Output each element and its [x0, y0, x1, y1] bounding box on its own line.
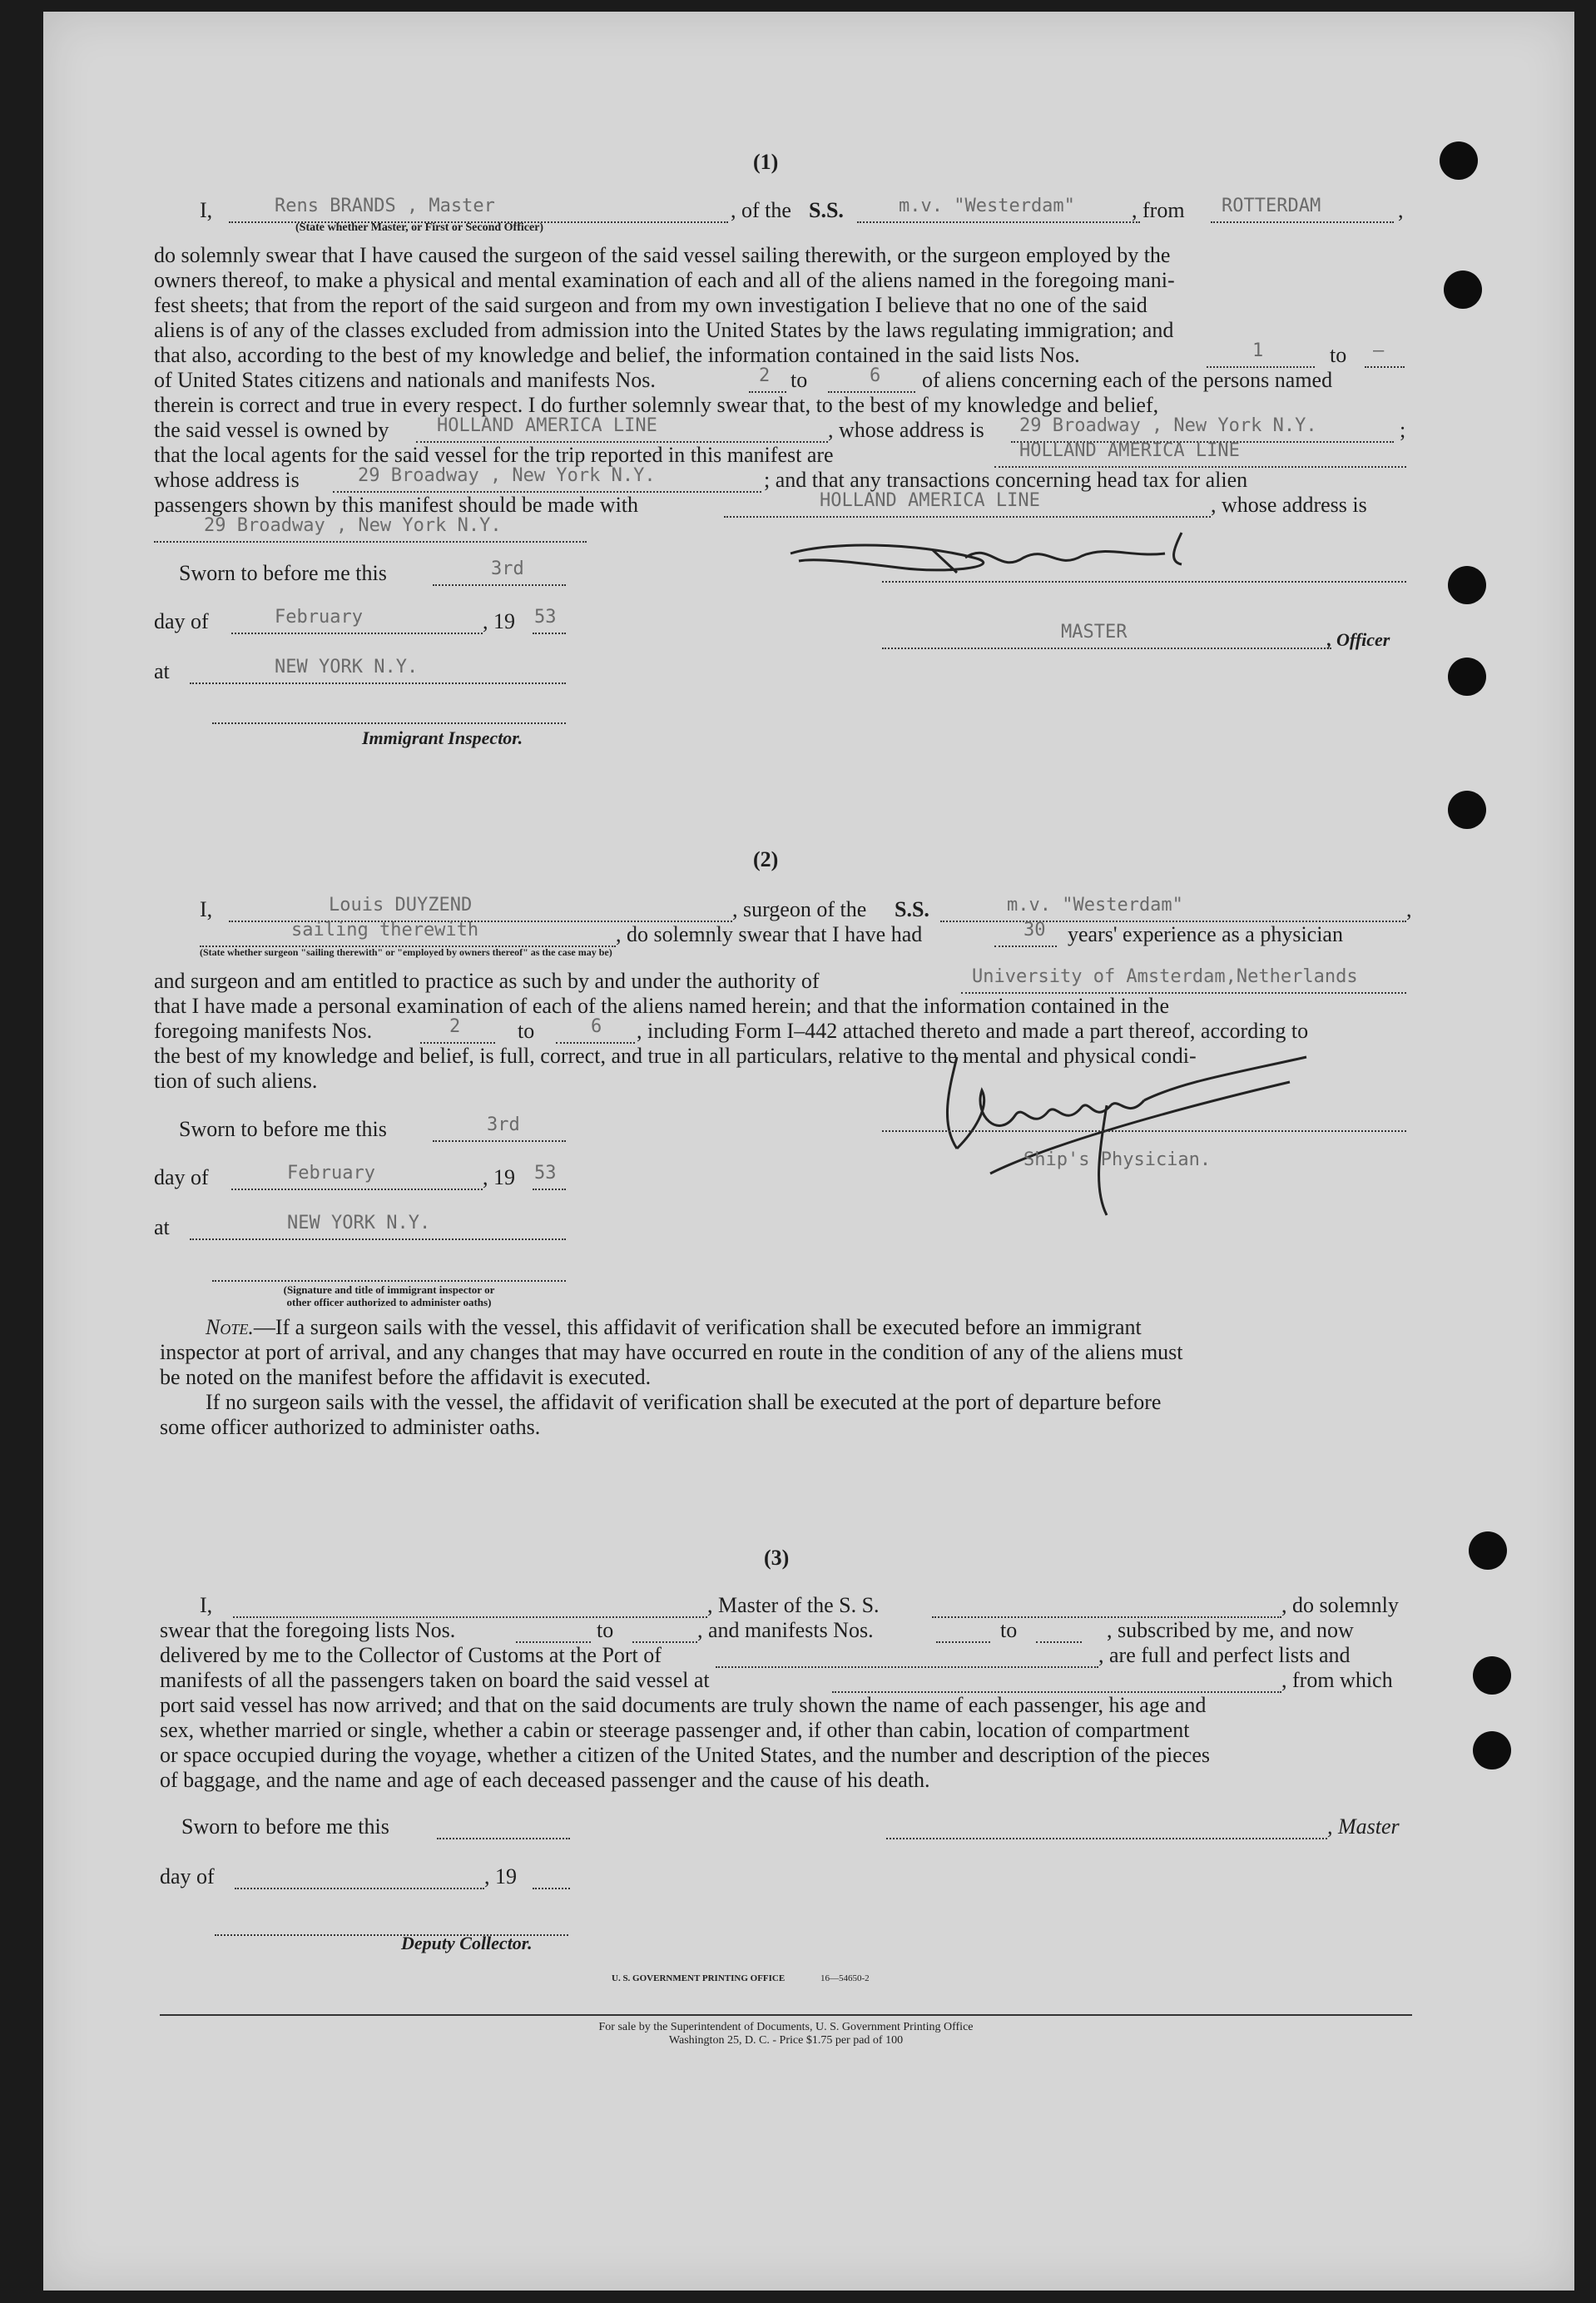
- boarding-port-field: [832, 1668, 1281, 1693]
- sworn-day-field: [437, 1814, 570, 1839]
- to-label: to: [597, 1618, 614, 1642]
- agents-line: that the local agents for the said vessel for the trip reported in this manifest are: [154, 443, 834, 467]
- vessel-field: [932, 1593, 1281, 1618]
- section-3-number: (3): [764, 1546, 790, 1570]
- note-line: be noted on the manifest before the affidavit is executed.: [160, 1365, 652, 1389]
- ss-label: S.S.: [809, 198, 844, 222]
- master-of-label: , Master of the S. S.: [707, 1593, 880, 1617]
- body-line: of baggage, and the name and age of each deceased passenger and the cause of his death.: [160, 1768, 930, 1792]
- to-label: to: [518, 1019, 535, 1043]
- lists-line: swear that the foregoing lists Nos.: [160, 1618, 456, 1642]
- to-label: to: [1000, 1618, 1018, 1642]
- note-line: inspector at port of arrival, and any changes that may have occurred en route in the condition of any of the aliens must: [160, 1340, 1183, 1364]
- body-line: owners thereof, to make a physical and mental examination of each and all of the aliens named in the foregoing mani-: [154, 268, 1175, 292]
- master-signature-line: [886, 1814, 1327, 1839]
- master-signature-line: [882, 558, 1406, 583]
- collector-label: Deputy Collector.: [401, 1933, 533, 1953]
- month-value: February: [275, 607, 363, 628]
- gpo-label: U. S. GOVERNMENT PRINTING OFFICE: [612, 1973, 786, 1983]
- surgeon-of-label: , surgeon of the: [732, 897, 867, 921]
- officer-title-value: MASTER: [1061, 622, 1128, 643]
- binder-hole: [1448, 658, 1486, 696]
- body-line: do solemnly swear that I have caused the surgeon of the said vessel sailing therewith, or the surgeon employed by the: [154, 243, 1171, 267]
- semicolon: ;: [1400, 418, 1406, 442]
- note-line: some officer authorized to administer oaths.: [160, 1415, 541, 1439]
- section-1-number: (1): [753, 150, 779, 174]
- of-the-label: , of the: [731, 198, 791, 222]
- year-field: [533, 1864, 570, 1889]
- note-line: [160, 1315, 1412, 1340]
- agents-address-value: 29 Broadway , New York N.Y.: [358, 465, 656, 486]
- comma: ,: [1398, 198, 1404, 222]
- place-value: NEW YORK N.Y.: [287, 1213, 431, 1233]
- owner-address-value: 29 Broadway , New York N.Y.: [1019, 415, 1317, 436]
- manifests-from-value: 2: [449, 1016, 461, 1037]
- whose-address-label: , whose address is: [828, 418, 984, 442]
- do-solemnly-label: , do solemnly: [1281, 1593, 1399, 1617]
- section-1-i: I,: [200, 198, 213, 222]
- manifests-to-value: 6: [870, 365, 881, 386]
- section-3-i: I,: [200, 1593, 213, 1617]
- year-value: 53: [534, 607, 557, 628]
- place-value: NEW YORK N.Y.: [275, 657, 419, 677]
- master-name-field: [233, 1593, 707, 1618]
- master-label: , Master: [1327, 1814, 1400, 1839]
- head-tax-line: ; and that any transactions concerning head tax for alien: [764, 468, 1248, 492]
- footer-rule: [160, 2014, 1412, 2016]
- section-2-number: (2): [753, 847, 779, 871]
- officer-note: (State whether Master, or First or Second Officer): [295, 221, 544, 234]
- section-1-body: [154, 243, 1406, 343]
- sale-line: Washington 25, D. C. - Price $1.75 per pad of 100: [668, 2034, 904, 2047]
- day-of-label: day of: [154, 1165, 209, 1189]
- section-2-i: I,: [200, 897, 213, 921]
- port-from-value: ROTTERDAM: [1222, 196, 1321, 216]
- headtax-with-value: HOLLAND AMERICA LINE: [820, 490, 1040, 511]
- section-3-body: [160, 1693, 1412, 1793]
- year-prefix: , 19: [483, 1165, 515, 1189]
- to-label: to: [791, 368, 808, 392]
- binder-hole: [1444, 271, 1482, 309]
- binder-hole: [1448, 791, 1486, 829]
- lists-to-field: [632, 1618, 697, 1643]
- agents-address-line: whose address is: [154, 468, 300, 492]
- from-label: , from: [1132, 198, 1185, 222]
- lists-from-field: [516, 1618, 591, 1643]
- examination-line: that I have made a personal examination of each of the aliens named herein; and that the information contained in the: [154, 994, 1170, 1018]
- from-which-label: , from which: [1281, 1668, 1393, 1692]
- body-line: port said vessel has now arrived; and that on the said documents are truly shown the name of each passenger, his age and: [160, 1693, 1207, 1717]
- manifests-to-value: 6: [591, 1016, 602, 1037]
- authority-value: University of Amsterdam,Netherlands: [972, 966, 1358, 987]
- knowledge-line: the best of my knowledge and belief, is full, correct, and true in all particulars, relative to the mental and physical condi-: [154, 1044, 1197, 1068]
- binder-hole: [1473, 1731, 1511, 1769]
- lists-to-value: —: [1373, 340, 1385, 361]
- years-value: 30: [1024, 920, 1046, 941]
- owner-value: HOLLAND AMERICA LINE: [437, 415, 657, 436]
- at-label: at: [154, 1215, 170, 1239]
- binder-hole: [1473, 1656, 1511, 1695]
- gpo-code: 16—54650-2: [820, 1973, 870, 1983]
- body-line: fest sheets; that from the report of the said surgeon and from my own investigation I believe that no one of the said: [154, 293, 1147, 317]
- signature-note-line: (Signature and title of immigrant inspector or: [283, 1283, 495, 1296]
- delivered-line: delivered by me to the Collector of Customs at the Port of: [160, 1643, 662, 1667]
- manifests-to-field: [1036, 1618, 1082, 1643]
- sworn-label: Sworn to before me this: [179, 561, 387, 585]
- year-prefix: , 19: [483, 609, 515, 633]
- vessel-value: m.v. "Westerdam": [1007, 895, 1183, 916]
- sworn-label: Sworn to before me this: [179, 1117, 387, 1141]
- port-field: [716, 1643, 1098, 1668]
- full-perfect-label: , are full and perfect lists and: [1098, 1643, 1351, 1667]
- agents-value: HOLLAND AMERICA LINE: [1019, 440, 1240, 461]
- sworn-label: Sworn to before me this: [181, 1814, 389, 1839]
- therein-line: therein is correct and true in every respect. I do further solemnly swear that, to the best of my knowledge and belief,: [154, 393, 1159, 417]
- subscribed-label: , subscribed by me, and now: [1107, 1618, 1354, 1642]
- sworn-day-value: 3rd: [487, 1114, 520, 1135]
- swear-label: , do solemnly swear that I have had: [616, 922, 923, 946]
- note-line: If no surgeon sails with the vessel, the affidavit of verification shall be executed at the port of departure before: [206, 1390, 1162, 1414]
- signature-note: [212, 1283, 566, 1308]
- surgeon-name-value: Louis DUYZEND: [329, 895, 473, 916]
- owned-line: the said vessel is owned by: [154, 418, 389, 442]
- body-line: aliens is of any of the classes excluded from admission into the United States by the laws regulating immigration; and: [154, 318, 1174, 342]
- binder-hole: [1448, 566, 1486, 604]
- comma: ,: [1406, 897, 1412, 921]
- manifests-from-field: [936, 1618, 990, 1643]
- authority-line: and surgeon and am entitled to practice as such by and under the authority of: [154, 969, 820, 993]
- physician-signature-line: [882, 1107, 1406, 1132]
- vessel-value: m.v. "Westerdam": [899, 196, 1075, 216]
- manifests-line-end: of aliens concerning each of the persons named: [922, 368, 1333, 392]
- month-field: [235, 1864, 484, 1889]
- note-label: Note.: [206, 1315, 254, 1339]
- lists-from-value: 1: [1252, 340, 1264, 361]
- passengers-line: passengers shown by this manifest should be made with: [154, 493, 639, 517]
- inspector-label: Immigrant Inspector.: [362, 727, 523, 748]
- note-text: —If a surgeon sails with the vessel, this affidavit of verification shall be executed before an immigrant: [253, 1315, 1142, 1339]
- headtax-address-value: 29 Broadway , New York N.Y.: [204, 515, 502, 536]
- year-prefix: , 19: [484, 1864, 517, 1889]
- sailing-note: (State whether surgeon "sailing therewith" or "employed by owners thereof" as the case may be): [200, 946, 612, 958]
- form-line: , including Form I–442 attached thereto and made a part thereof, according to: [637, 1019, 1309, 1043]
- binder-hole: [1469, 1531, 1507, 1570]
- lists-line: that also, according to the best of my knowledge and belief, the information contained in the said lists Nos.: [154, 343, 1080, 367]
- sale-line: For sale by the Superintendent of Documents, U. S. Government Printing Office: [598, 2021, 974, 2033]
- whose-address-label: , whose address is: [1211, 493, 1367, 517]
- month-value: February: [287, 1163, 375, 1184]
- binder-hole: [1440, 141, 1478, 180]
- sale-notice: [160, 2021, 1412, 2047]
- manifests-from-value: 2: [759, 365, 771, 386]
- sailing-value: sailing therewith: [291, 920, 479, 941]
- at-label: at: [154, 659, 170, 683]
- lists-to-field: [1365, 343, 1405, 368]
- body-line: sex, whether married or single, whether a cabin or steerage passenger and, if other than cabin, location of compartment: [160, 1718, 1190, 1742]
- note-block: [160, 1315, 1412, 1440]
- physician-label: Ship's Physician.: [1024, 1149, 1212, 1170]
- oath-signature-line: [212, 1257, 566, 1282]
- foregoing-line: foregoing manifests Nos.: [154, 1019, 373, 1043]
- manifests-line: of United States citizens and nationals and manifests Nos.: [154, 368, 656, 392]
- inspector-signature-line: [212, 699, 566, 724]
- master-name-value: Rens BRANDS , Master: [275, 196, 495, 216]
- manifests-label: , and manifests Nos.: [697, 1618, 874, 1642]
- sworn-day-value: 3rd: [491, 558, 524, 579]
- to-label: to: [1330, 343, 1347, 367]
- officer-label: , Officer: [1327, 629, 1390, 650]
- years-label: years' experience as a physician: [1068, 922, 1343, 946]
- aliens-line: tion of such aliens.: [154, 1069, 318, 1093]
- manifests-line: manifests of all the passengers taken on board the said vessel at: [160, 1668, 710, 1692]
- year-value: 53: [534, 1163, 557, 1184]
- day-of-label: day of: [160, 1864, 215, 1889]
- signature-note-line: other officer authorized to administer oaths): [286, 1296, 492, 1308]
- body-line: or space occupied during the voyage, whether a citizen of the United States, and the number and description of the pieces: [160, 1743, 1211, 1767]
- gpo-imprint: [612, 1973, 870, 1984]
- ss-label: S.S.: [895, 897, 929, 921]
- day-of-label: day of: [154, 609, 209, 633]
